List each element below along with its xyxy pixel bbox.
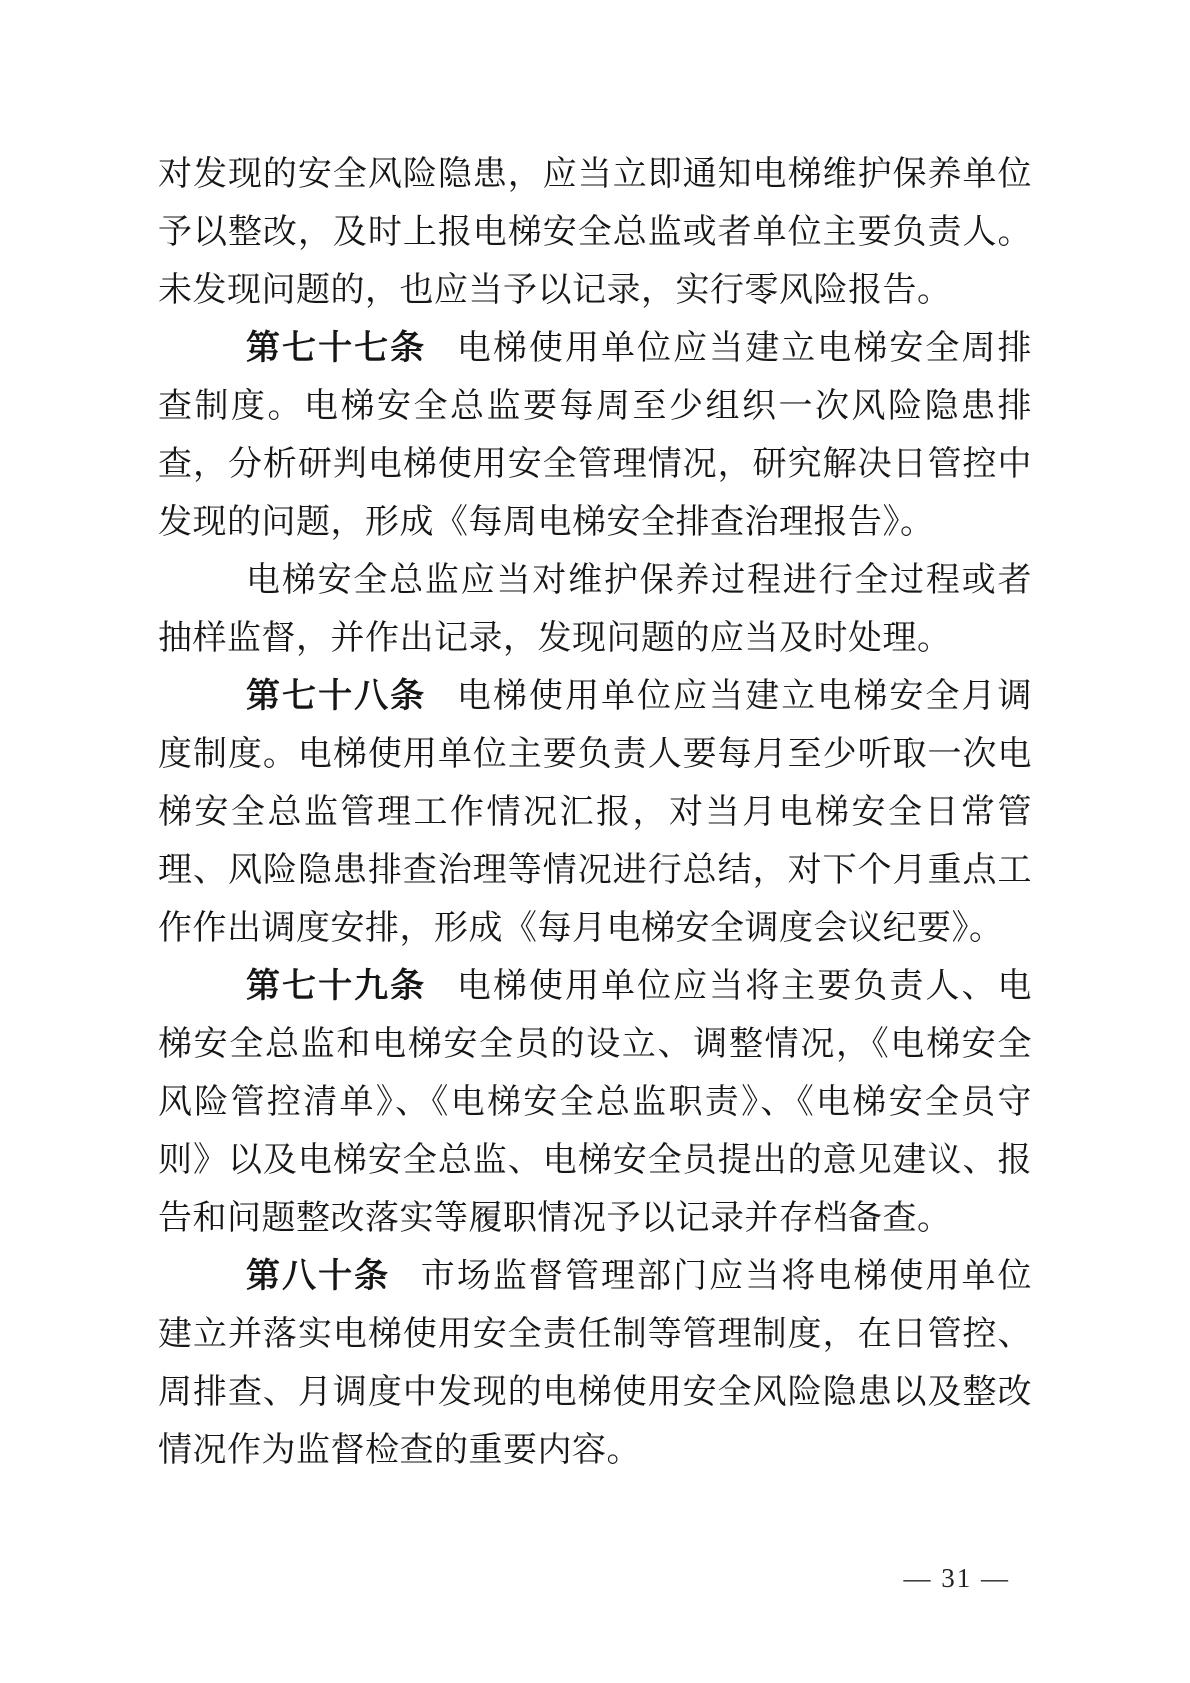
paragraph: [158, 552, 1032, 668]
article-79-paragraph: [158, 958, 1032, 1248]
article-77-paragraph: [158, 320, 1032, 552]
paragraph-text: 电梯安全总监应当对维护保养过程进行全过程或者抽样监督，并作出记录，发现问题的应当及时处理。: [158, 562, 1032, 657]
page-number: — 31 —: [903, 1563, 1010, 1593]
article-term: 第七十七条: [246, 330, 427, 367]
article-term: 第八十条: [246, 1258, 391, 1295]
paragraph-text: 对发现的安全风险隐患，应当立即通知电梯维护保养单位予以整改，及时上报电梯安全总监或者单位主要负责人。未发现问题的，也应当予以记录，实行零风险报告。: [158, 156, 1032, 309]
paragraph-text: 市场监督管理部门应当将电梯使用单位建立并落实电梯使用安全责任制等管理制度，在日管控、周排查、月调度中发现的电梯使用安全风险隐患以及整改情况作为监督检查的重要内容。: [158, 1258, 1033, 1469]
article-term: 第七十九条: [246, 968, 427, 1005]
article-78-paragraph: [158, 668, 1032, 958]
paragraph-text: 电梯使用单位应当建立电梯安全周排查制度。电梯安全总监要每周至少组织一次风险隐患排查，分析研判电梯使用安全管理情况，研究解决日管控中发现的问题，形成《每周电梯安全排查治理报告》。: [158, 330, 1033, 541]
article-term: 第七十八条: [246, 678, 427, 715]
paragraph-continuation: [158, 146, 1032, 320]
paragraph-text: 电梯使用单位应当建立电梯安全月调度制度。电梯使用单位主要负责人要每月至少听取一次电梯安全总监管理工作情况汇报，对当月电梯安全日常管理、风险隐患排查治理等情况进行总结，对下个月重点工作作出调度安排，形成《每月电梯安全调度会议纪要》。: [158, 678, 1033, 947]
article-80-paragraph: [158, 1248, 1032, 1480]
page-text-block: [158, 146, 1032, 1480]
paragraph-text: 电梯使用单位应当将主要负责人、电梯安全总监和电梯安全员的设立、调整情况，《电梯安全风险管控清单》、《电梯安全总监职责》、《电梯安全员守则》以及电梯安全总监、电梯安全员提出的意见建议、报告和问题整改落实等履职情况予以记录并存档备查。: [158, 968, 1033, 1237]
